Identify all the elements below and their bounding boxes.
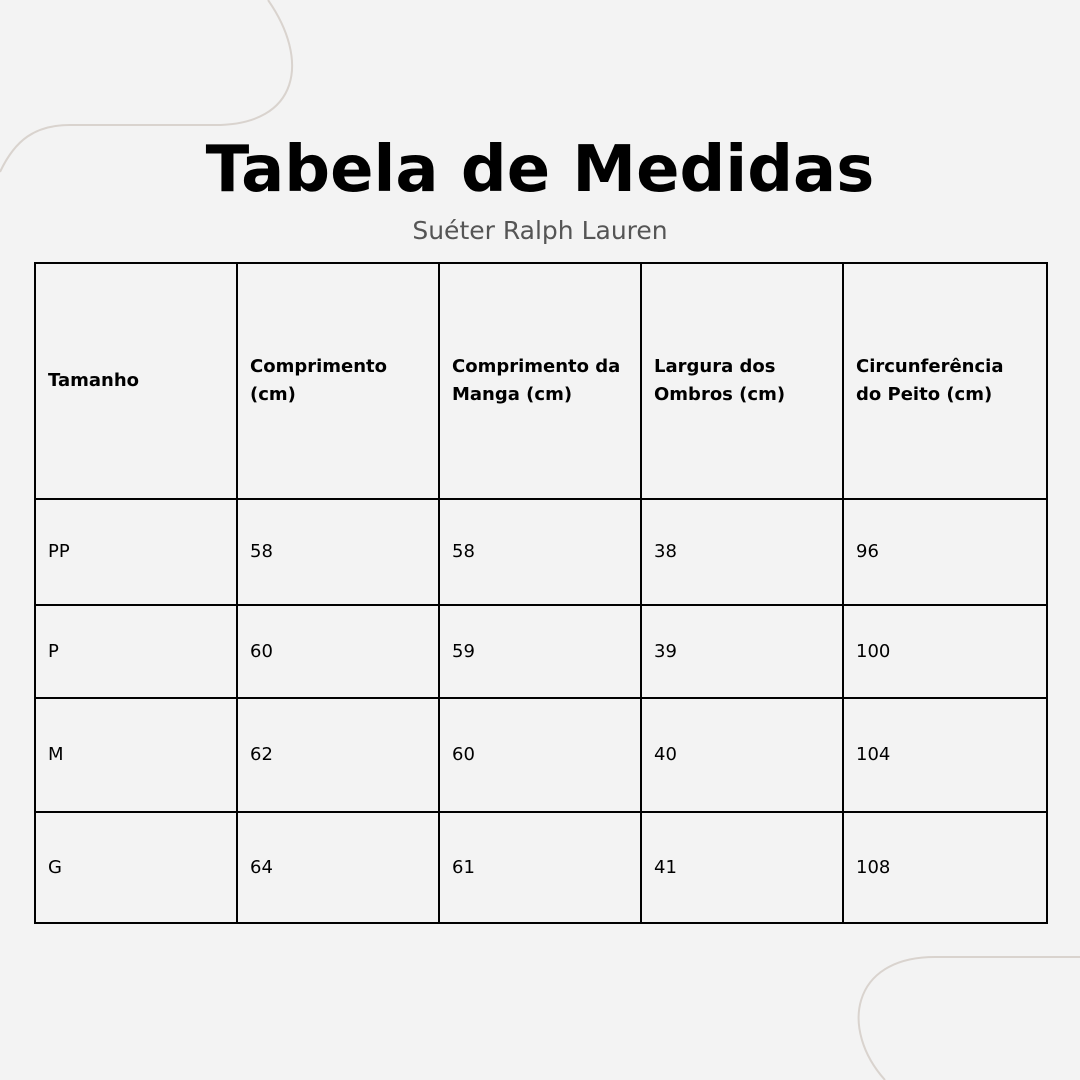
header-length: Comprimento (cm) (237, 263, 439, 499)
cell-sleeve-length: 58 (439, 499, 641, 605)
table-row (35, 812, 1047, 923)
cell-length: 62 (237, 698, 439, 812)
cell-sleeve-length: 59 (439, 605, 641, 698)
cell-size: M (35, 698, 237, 812)
cell-size: G (35, 812, 237, 923)
page-title: Tabela de Medidas (205, 133, 875, 207)
cell-size: P (35, 605, 237, 698)
cell-chest-circumference: 100 (843, 605, 1047, 698)
size-table (34, 262, 1048, 924)
page-subtitle: Suéter Ralph Lauren (412, 216, 668, 245)
cell-sleeve-length: 61 (439, 812, 641, 923)
header-size: Tamanho (35, 263, 237, 499)
header-shoulder-width: Largura dos Ombros (cm) (641, 263, 843, 499)
cell-chest-circumference: 108 (843, 812, 1047, 923)
header-chest-circumference: Circunferência do Peito (cm) (843, 263, 1047, 499)
table-row (35, 605, 1047, 698)
header-sleeve-length: Comprimento da Manga (cm) (439, 263, 641, 499)
table-row (35, 499, 1047, 605)
cell-length: 60 (237, 605, 439, 698)
cell-shoulder-width: 41 (641, 812, 843, 923)
cell-shoulder-width: 40 (641, 698, 843, 812)
cell-shoulder-width: 38 (641, 499, 843, 605)
cell-length: 64 (237, 812, 439, 923)
table-header-row (35, 263, 1047, 499)
cell-length: 58 (237, 499, 439, 605)
cell-size: PP (35, 499, 237, 605)
bottom-right-curve (859, 957, 1080, 1080)
cell-chest-circumference: 104 (843, 698, 1047, 812)
cell-chest-circumference: 96 (843, 499, 1047, 605)
cell-sleeve-length: 60 (439, 698, 641, 812)
table-row (35, 698, 1047, 812)
cell-shoulder-width: 39 (641, 605, 843, 698)
